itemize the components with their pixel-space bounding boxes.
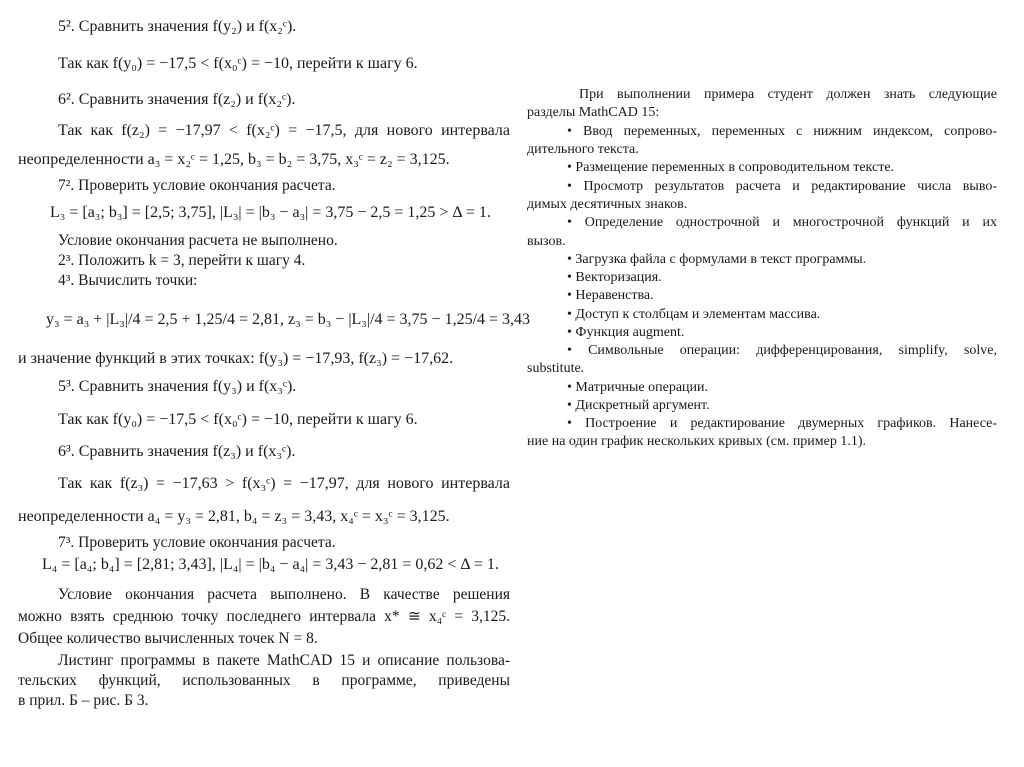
list-item-discrete-arg: • Дискретный аргумент. bbox=[567, 398, 710, 413]
list-item-input-variables-cont: дительного текста. bbox=[527, 142, 639, 157]
step-6-3-interval: неопределенности a₄ = y₃ = 2,81, b₄ = z₃ = 3,43, x₄ᶜ = x₃ᶜ = 3,125. bbox=[18, 508, 450, 525]
step-7-3-formula: L₄ = [a₄; b₄] = [2,81; 3,43], |L₄| = |b₄ − a₄| = 3,43 − 2,81 = 0,62 < Δ = 1. bbox=[42, 556, 499, 573]
function-values: и значение функций в этих точках: f(y₃) = −17,93, f(z₃) = −17,62. bbox=[18, 350, 454, 367]
list-item-inequalities: • Неравенства. bbox=[567, 288, 654, 303]
conclusion-line-1: Условие окончания расчета выполнено. В качестве решения bbox=[58, 586, 510, 603]
step-6-2-condition: Так как f(z₂) = −17,97 < f(x₂ᶜ) = −17,5, для нового интервала bbox=[58, 122, 510, 139]
step-7-2-formula: L₃ = [a₃; b₃] = [2,5; 3,75], |L₃| = |b₃ − a₃| = 3,75 − 2,5 = 1,25 > Δ = 1. bbox=[50, 204, 491, 221]
step-7-2-result: Условие окончания расчета не выполнено. bbox=[58, 232, 338, 249]
list-item-vectorization: • Векторизация. bbox=[567, 270, 662, 285]
step-4-3-formula: y₃ = a₃ + |L₃|/4 = 2,5 + 1,25/4 = 2,81, z₃ = b₃ − |L₃|/4 = 3,75 − 1,25/4 = 3,43 bbox=[46, 311, 531, 328]
list-item-augment: • Функция augment. bbox=[567, 325, 685, 340]
step-7-3: 7³. Проверить условие окончания расчета. bbox=[58, 534, 336, 551]
list-item-functions: • Определение однострочной и многострочной функций и их bbox=[567, 215, 997, 230]
listing-line-2: тельских функций, использованных в программе, приведены bbox=[18, 672, 510, 689]
step-5-2-condition: Так как f(y₀) = −17,5 < f(x₀ᶜ) = −10, перейти к шагу 6. bbox=[58, 55, 418, 72]
conclusion-line-3: Общее количество вычисленных точек N = 8. bbox=[18, 630, 318, 647]
step-6-3: 6³. Сравнить значения f(z₃) и f(x₃ᶜ). bbox=[58, 443, 296, 460]
list-item-symbolic-cont: substitute. bbox=[527, 361, 585, 376]
intro-line-2: разделы MathCAD 15: bbox=[527, 105, 660, 120]
step-5-2: 5². Сравнить значения f(y₂) и f(x₂ᶜ). bbox=[58, 18, 297, 35]
list-item-graphs: • Построение и редактирование двумерных графиков. Нанесе- bbox=[567, 416, 997, 431]
step-5-3-condition: Так как f(y₀) = −17,5 < f(x₀ᶜ) = −10, перейти к шагу 6. bbox=[58, 411, 418, 428]
list-item-view-results-cont: димых десятичных знаков. bbox=[527, 197, 688, 212]
conclusion-line-2: можно взять среднюю точку последнего интервала x* ≅ x₄ᶜ = 3,125. bbox=[18, 608, 510, 625]
list-item-symbolic: • Символьные операции: дифференцирования, simplify, solve, bbox=[567, 343, 997, 358]
list-item-file-load: • Загрузка файла с формулами в текст программы. bbox=[567, 252, 867, 267]
listing-line-1: Листинг программы в пакете MathCAD 15 и описание пользова- bbox=[58, 652, 510, 669]
list-item-graphs-cont: ние на один график нескольких кривых (см. пример 1.1). bbox=[527, 434, 867, 449]
step-6-2-interval: неопределенности a₃ = x₂ᶜ = 1,25, b₃ = b₂ = 3,75, x₃ᶜ = z₂ = 3,125. bbox=[18, 151, 450, 168]
list-item-functions-cont: вызов. bbox=[527, 234, 566, 249]
list-item-view-results: • Просмотр результатов расчета и редактирование числа выво- bbox=[567, 179, 997, 194]
intro-line-1: При выполнении примера студент должен знать следующие bbox=[579, 87, 997, 102]
step-6-3-condition: Так как f(z₃) = −17,63 > f(x₃ᶜ) = −17,97, для нового интервала bbox=[58, 475, 510, 492]
listing-line-3: в прил. Б – рис. Б 3. bbox=[18, 692, 149, 709]
step-2-3: 2³. Положить k = 3, перейти к шагу 4. bbox=[58, 252, 306, 269]
list-item-matrix: • Матричные операции. bbox=[567, 380, 709, 395]
step-7-2: 7². Проверить условие окончания расчета. bbox=[58, 177, 336, 194]
step-5-3: 5³. Сравнить значения f(y₃) и f(x₃ᶜ). bbox=[58, 378, 297, 395]
list-item-input-variables: • Ввод переменных, переменных с нижним индексом, сопрово- bbox=[567, 124, 997, 139]
step-4-3: 4³. Вычислить точки: bbox=[58, 272, 198, 289]
list-item-placement: • Размещение переменных в сопроводительном тексте. bbox=[567, 160, 895, 175]
list-item-array-access: • Доступ к столбцам и элементам массива. bbox=[567, 307, 821, 322]
step-6-2: 6². Сравнить значения f(z₂) и f(x₂ᶜ). bbox=[58, 91, 296, 108]
